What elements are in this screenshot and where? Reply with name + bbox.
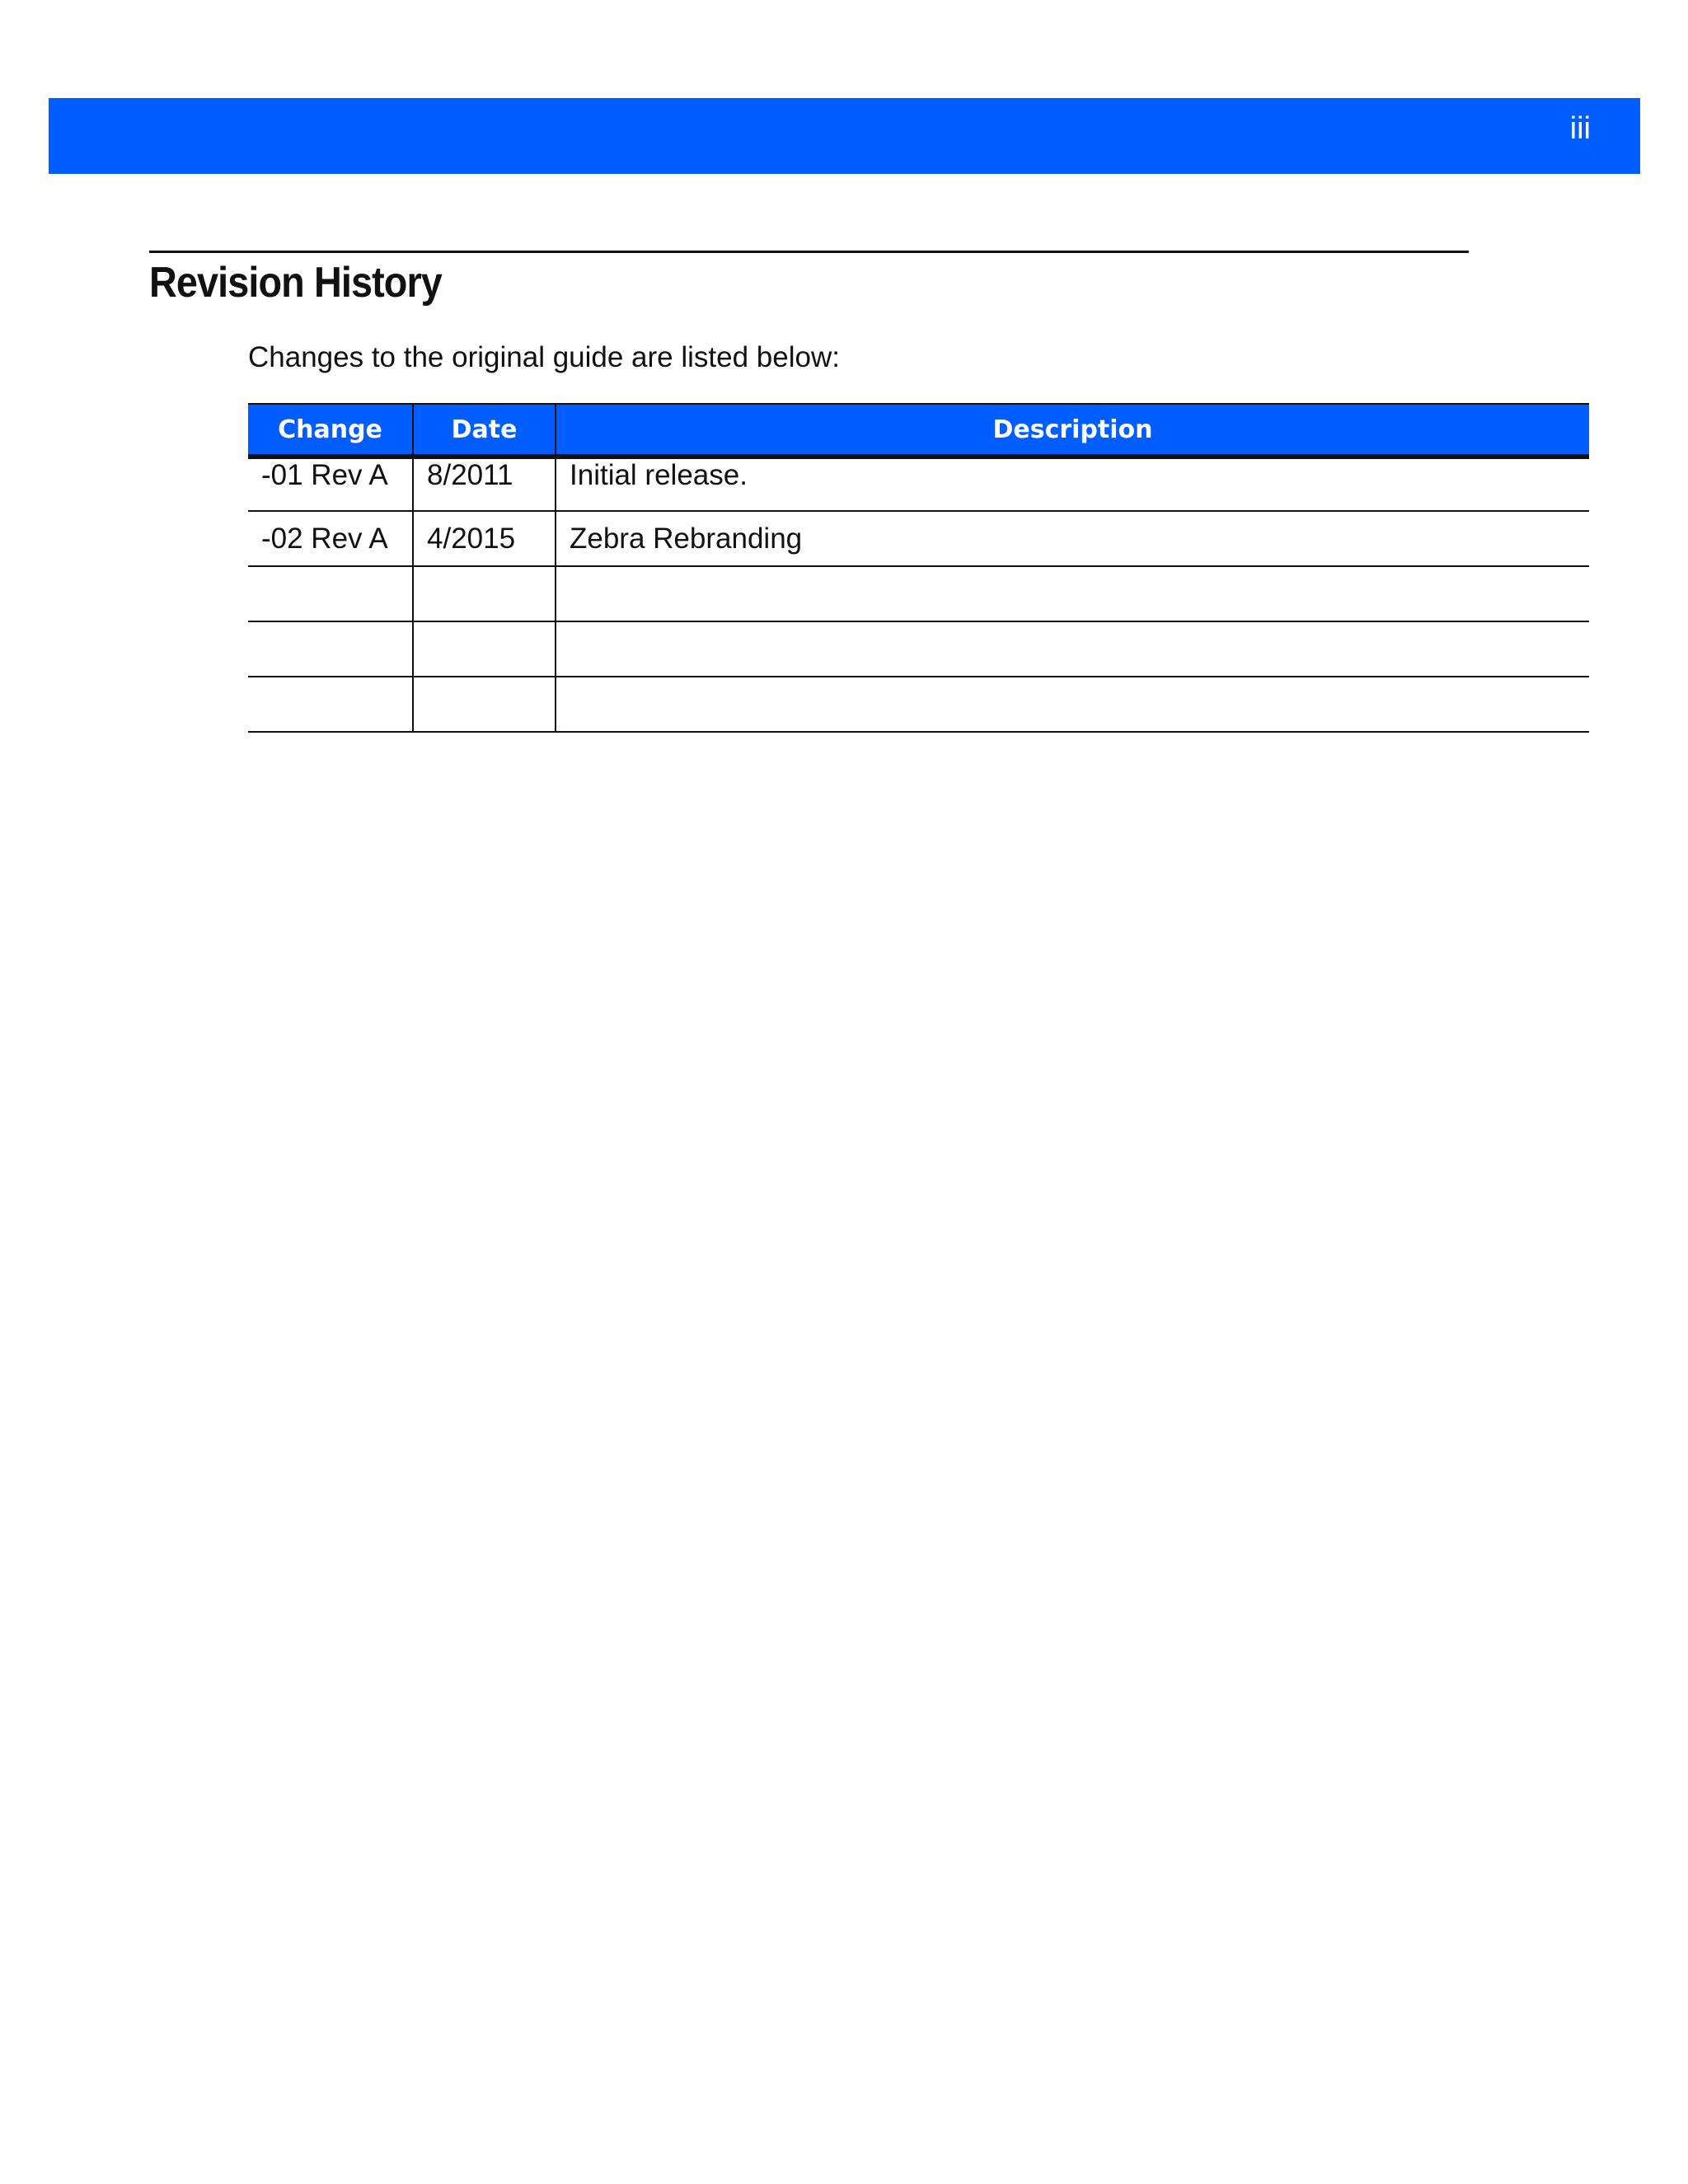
cell-date: 8/2011 xyxy=(413,457,556,511)
cell-description: Zebra Rebranding xyxy=(556,511,1589,566)
cell-date: 4/2015 xyxy=(413,511,556,566)
cell-change xyxy=(248,677,413,732)
page-title: Revision History xyxy=(149,259,442,307)
column-header-change: Change xyxy=(248,404,413,457)
table-row xyxy=(248,677,1589,732)
cell-description xyxy=(556,566,1589,621)
cell-date xyxy=(413,677,556,732)
revision-table xyxy=(248,403,1589,733)
header-band xyxy=(49,98,1640,174)
cell-description xyxy=(556,677,1589,732)
cell-description: Initial release. xyxy=(556,457,1589,511)
cell-change: -01 Rev A xyxy=(248,457,413,511)
cell-change xyxy=(248,621,413,677)
cell-description xyxy=(556,621,1589,677)
cell-date xyxy=(413,621,556,677)
cell-change: -02 Rev A xyxy=(248,511,413,566)
cell-change xyxy=(248,566,413,621)
cell-date xyxy=(413,566,556,621)
section-rule xyxy=(149,251,1469,253)
column-header-description: Description xyxy=(556,404,1589,457)
table-row xyxy=(248,621,1589,677)
page-number: iii xyxy=(1569,111,1591,146)
table-header-row xyxy=(248,404,1589,457)
table-row xyxy=(248,566,1589,621)
intro-text: Changes to the original guide are listed below: xyxy=(248,341,840,373)
table-row xyxy=(248,511,1589,566)
table-row xyxy=(248,457,1589,511)
column-header-date: Date xyxy=(413,404,556,457)
